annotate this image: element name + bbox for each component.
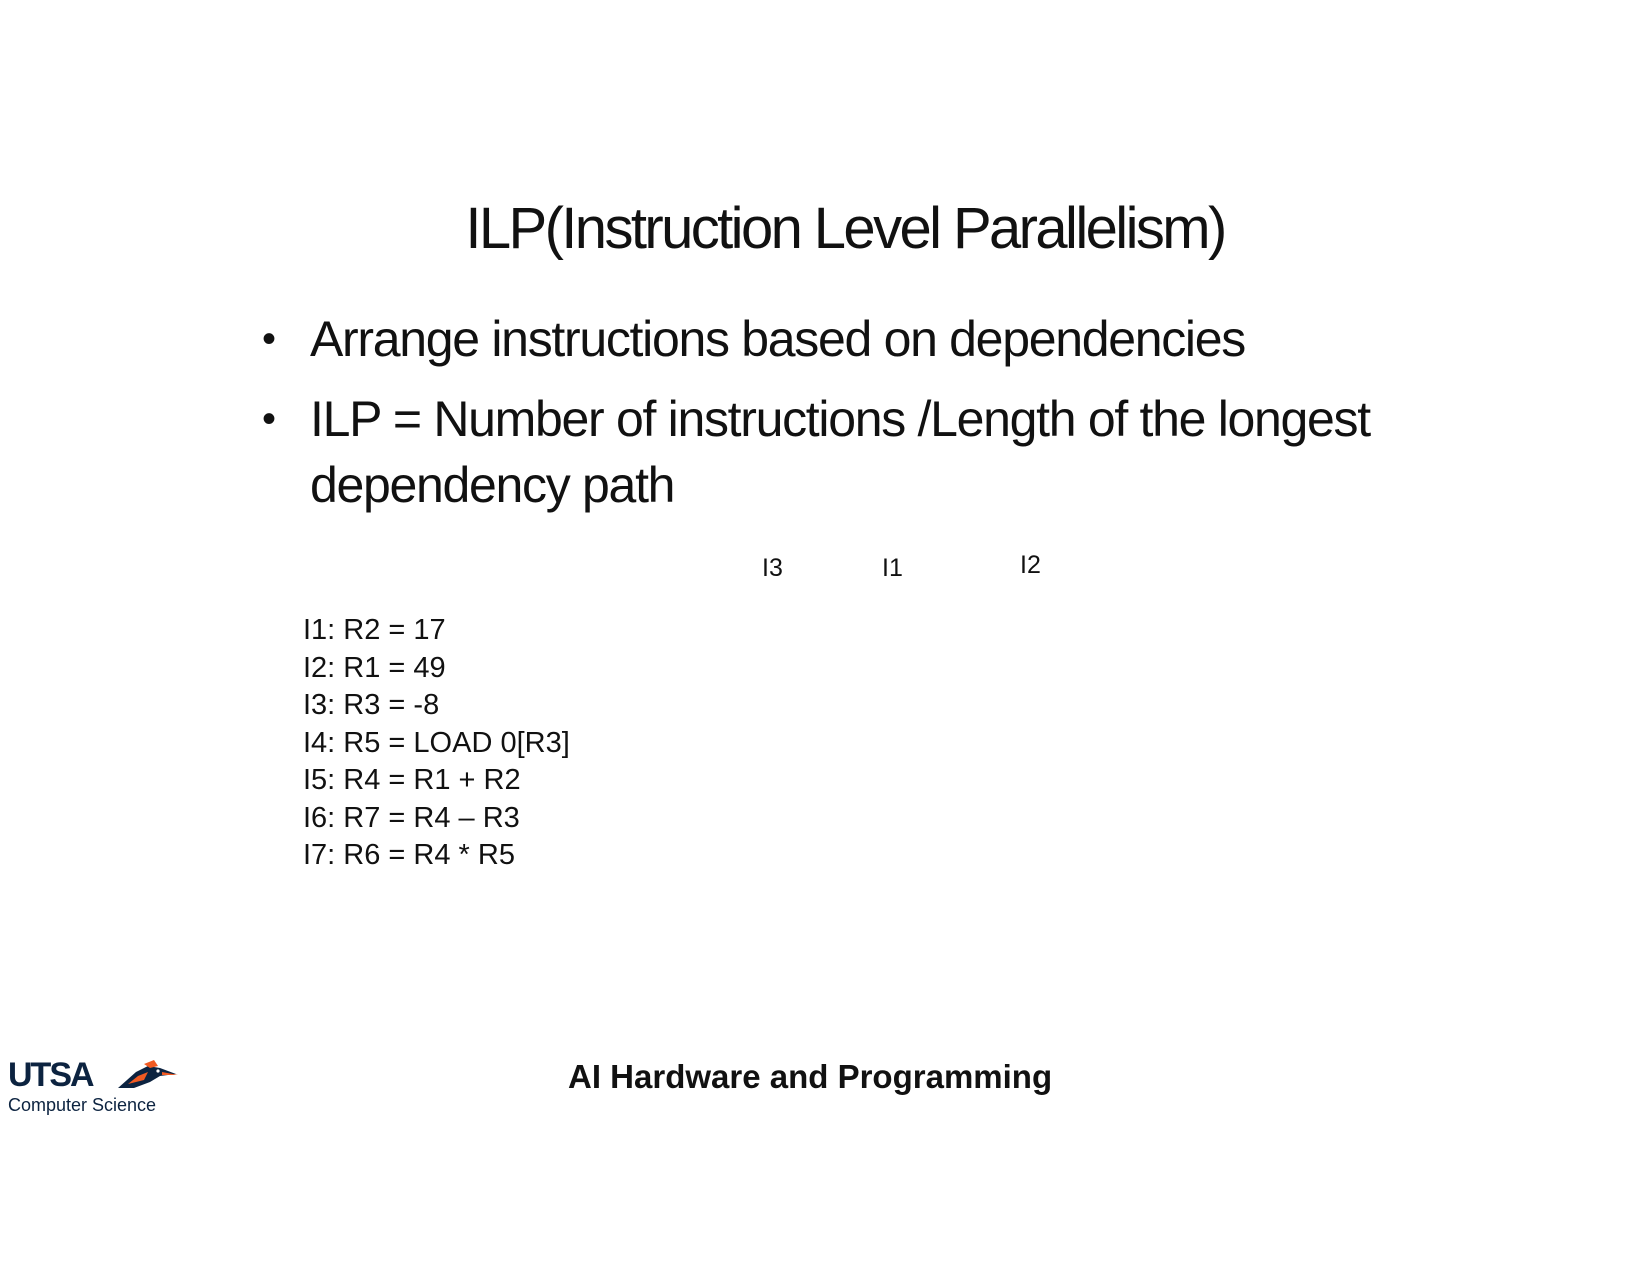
instruction-line: I5: R4 = R1 + R2 — [303, 764, 521, 796]
bullet-text: ILP = Number of instructions /Length of the longest dependency path — [310, 391, 1370, 513]
slide-title: ILP(Instruction Level Parallelism) — [465, 196, 1225, 261]
node-label-i1: I1 — [882, 554, 903, 582]
instruction-line: I2: R1 = 49 — [303, 651, 446, 684]
roadrunner-icon — [114, 1058, 180, 1094]
node-label-i2: I2 — [1020, 551, 1041, 579]
instruction-line: I7: R6 = R4 * R5 — [303, 839, 515, 871]
bullet-list — [262, 306, 1382, 532]
logo-subtitle: Computer Science — [8, 1095, 157, 1115]
instruction-line: I4: R5 = LOAD 0[R3] — [303, 726, 570, 759]
bullet-text: Arrange instructions based on dependencies — [310, 311, 1245, 367]
logo-wordmark: UTSA — [8, 1056, 93, 1094]
bullet-symbol: • — [262, 397, 275, 441]
bullet-item — [262, 386, 1382, 518]
utsa-logo — [8, 1058, 178, 1118]
course-title: AI Hardware and Programming — [568, 1058, 1053, 1095]
node-label-i3: I3 — [762, 554, 783, 582]
bullet-item — [262, 306, 1382, 372]
bullet-symbol: • — [262, 317, 275, 361]
instruction-line: I1: R2 = 17 — [303, 614, 446, 646]
instruction-line: I6: R7 = R4 – R3 — [303, 801, 520, 834]
instruction-line: I3: R3 = -8 — [303, 689, 440, 721]
instruction-list — [303, 612, 570, 875]
